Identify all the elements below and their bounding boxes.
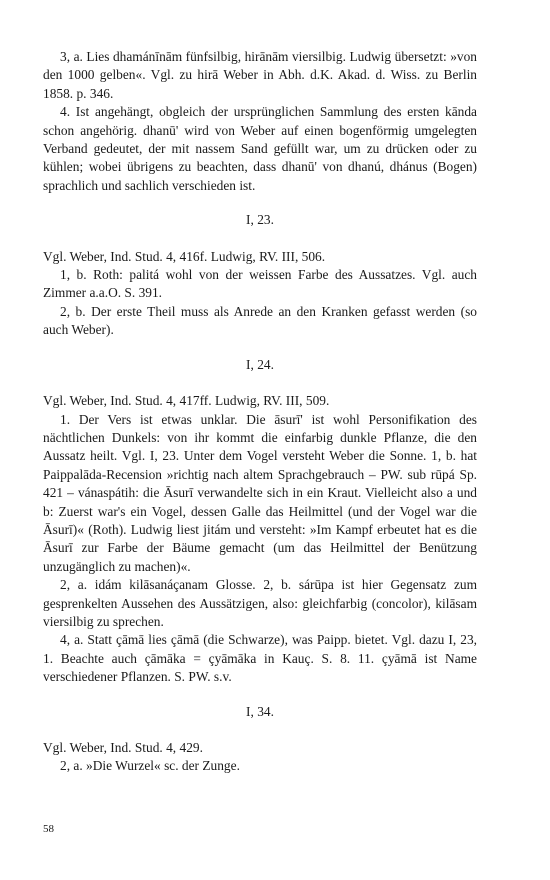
page-number: 58 [43,823,54,835]
section-heading: I, 23. [246,212,274,228]
paragraph: 4. Ist angehängt, obgleich der ursprünglichen Sammlung des ersten kānda schon angehörig. dhanū' wird von Weber auf einen bogenförmig umgelegten Verband gedeutet, der mit nassem Sand gefüllt war, um zu drücken oder zu kühlen; wobei übrigens zu beachten, dass dhanū' von dhanú, dhánus (Bogen) sprachlich und sachlich verschieden ist. [43,104,477,193]
paragraph: 1. Der Vers ist etwas unklar. Die āsurī' ist wohl Personifikation des nächtlichen Dunkels: von ihr kommt die einfarbig dunkle Pflanze, die den Aussatz heilt. Vgl. I, 23. Unter dem Vogel versteht Weber die Sonne. 1, b. hat Paippalāda-Recension »richtig nach altem Sprachgebrauch – PW. sub rūpá Sp. 421 – vánaspátih: die Āsurī verwandelte sich in ein Kraut. Vielleicht also a und b: Zuerst war's ein Vogel, dessen Galle das Heilmittel (und der Vogel war die Āsurī)« (Roth). Ludwig liest jitám und versteht: »Im Kampf erbeutet hat es die Āsurī zur Farbe der Bäume gemacht (um das Heilmittel der Benützung unzugänglich zu machen)«. [43,411,477,574]
section-heading: I, 24. [246,356,274,372]
paragraph: Vgl. Weber, Ind. Stud. 4, 417ff. Ludwig, RV. III, 509. [43,393,330,409]
paragraph: 4, a. Statt çāmā lies çāmā (die Schwarze), was Paipp. bietet. Vgl. dazu I, 23, 1. Beachte auch çāmāka = çyāmāka in Kauç. S. 8. 11. çyāmā ist Name verschiedener Pflanzen. S. PW. s.v. [43,632,477,685]
paragraph: 2, a. idám kilāsanáçanam Glosse. 2, b. sárūpa ist hier Gegensatz zum gesprenkelten Aussehen des Aussätzigen, also: gleichfarbig (concolor), kilāsam viersilbig zu sprechen. [43,577,477,629]
paragraph: 2, a. »Die Wurzel« sc. der Zunge. [60,758,240,774]
paragraph: Vgl. Weber, Ind. Stud. 4, 429. [43,740,203,755]
page-body [43,48,477,776]
paragraph: Vgl. Weber, Ind. Stud. 4, 416f. Ludwig, RV. III, 506. [43,248,326,264]
section-heading: I, 34. [246,703,274,719]
paragraph: 1, b. Roth: palitá wohl von der weissen Farbe des Aussatzes. Vgl. auch Zimmer a.a.O. S. 391. [43,267,477,301]
paragraph: 2, b. Der erste Theil muss als Anrede an den Kranken gefasst werden (so auch Weber). [43,303,477,338]
paragraph: 3, a. Lies dhamánīnām fünfsilbig, hirānām viersilbig. Ludwig übersetzt: »von den 1000 gelben«. Vgl. zu hirā Weber in Abh. d.K. Akad. d. Wiss. zu Berlin 1858. p. 346. [43,49,477,101]
